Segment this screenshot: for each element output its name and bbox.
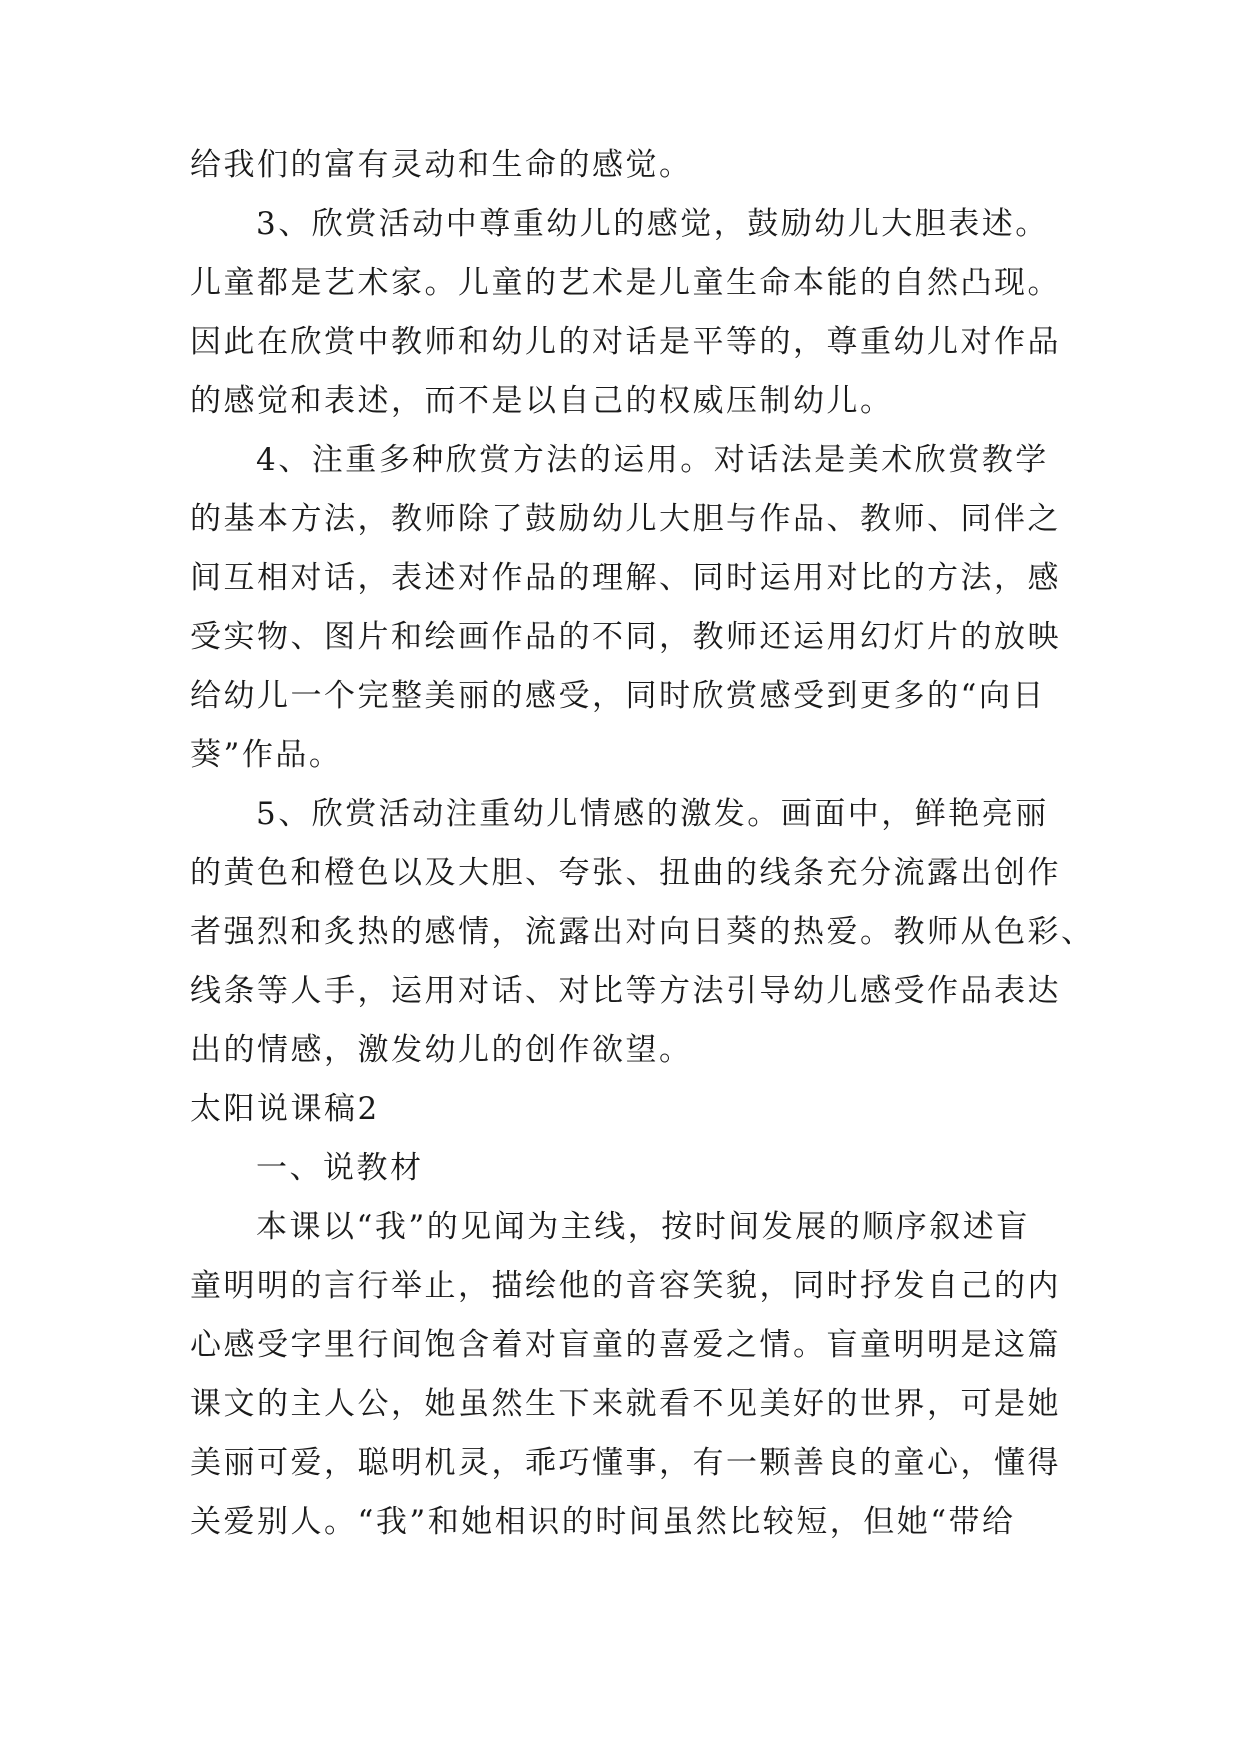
text-line: 葵”作品。 xyxy=(190,737,343,773)
document-body xyxy=(190,136,1095,1552)
text-line: 的感觉和表述，而不是以自己的权威压制幼儿。 xyxy=(190,383,894,419)
text-line: 间互相对话，表述对作品的理解、同时运用对比的方法，感 xyxy=(190,560,1061,596)
text-line: 因此在欣赏中教师和幼儿的对话是平等的，尊重幼儿对作品 xyxy=(190,324,1061,360)
text-line: 本课以“我”的见闻为主线，按时间发展的顺序叙述盲 xyxy=(256,1209,1030,1245)
text-line: 线条等人手，运用对话、对比等方法引导幼儿感受作品表达 xyxy=(190,973,1061,1009)
text-line: 课文的主人公，她虽然生下来就看不见美好的世界，可是她 xyxy=(190,1386,1061,1422)
text-line: 关爱别人。“我”和她相识的时间虽然比较短，但她“带给 xyxy=(190,1504,1016,1540)
text-line: 出的情感，激发幼儿的创作欲望。 xyxy=(190,1032,693,1068)
text-line: 者强烈和炙热的感情，流露出对向日葵的热爱。教师从色彩、 xyxy=(190,914,1095,950)
text-line: 给我们的富有灵动和生命的感觉。 xyxy=(190,147,693,183)
text-line: 3、欣赏活动中尊重幼儿的感觉，鼓励幼儿大胆表述。 xyxy=(256,206,1049,242)
text-line: 美丽可爱，聪明机灵，乖巧懂事，有一颗善良的童心，懂得 xyxy=(190,1445,1061,1481)
section-title: 太阳说课稿2 xyxy=(190,1091,380,1127)
text-line: 给幼儿一个完整美丽的感受，同时欣赏感受到更多的“向日 xyxy=(190,678,1046,714)
subsection-heading: 一、说教材 xyxy=(256,1150,424,1186)
text-line: 受实物、图片和绘画作品的不同，教师还运用幻灯片的放映 xyxy=(190,619,1061,655)
text-line: 的基本方法，教师除了鼓励幼儿大胆与作品、教师、同伴之 xyxy=(190,501,1061,537)
text-line: 儿童都是艺术家。儿童的艺术是儿童生命本能的自然凸现。 xyxy=(190,265,1061,301)
text-line: 童明明的言行举止，描绘他的音容笑貌，同时抒发自己的内 xyxy=(190,1268,1061,1304)
text-line: 心感受字里行间饱含着对盲童的喜爱之情。盲童明明是这篇 xyxy=(190,1327,1061,1363)
text-line: 4、注重多种欣赏方法的运用。对话法是美术欣赏教学 xyxy=(256,442,1049,478)
text-line: 的黄色和橙色以及大胆、夸张、扭曲的线条充分流露出创作 xyxy=(190,855,1061,891)
text-line: 5、欣赏活动注重幼儿情感的激发。画面中，鲜艳亮丽 xyxy=(256,796,1049,832)
